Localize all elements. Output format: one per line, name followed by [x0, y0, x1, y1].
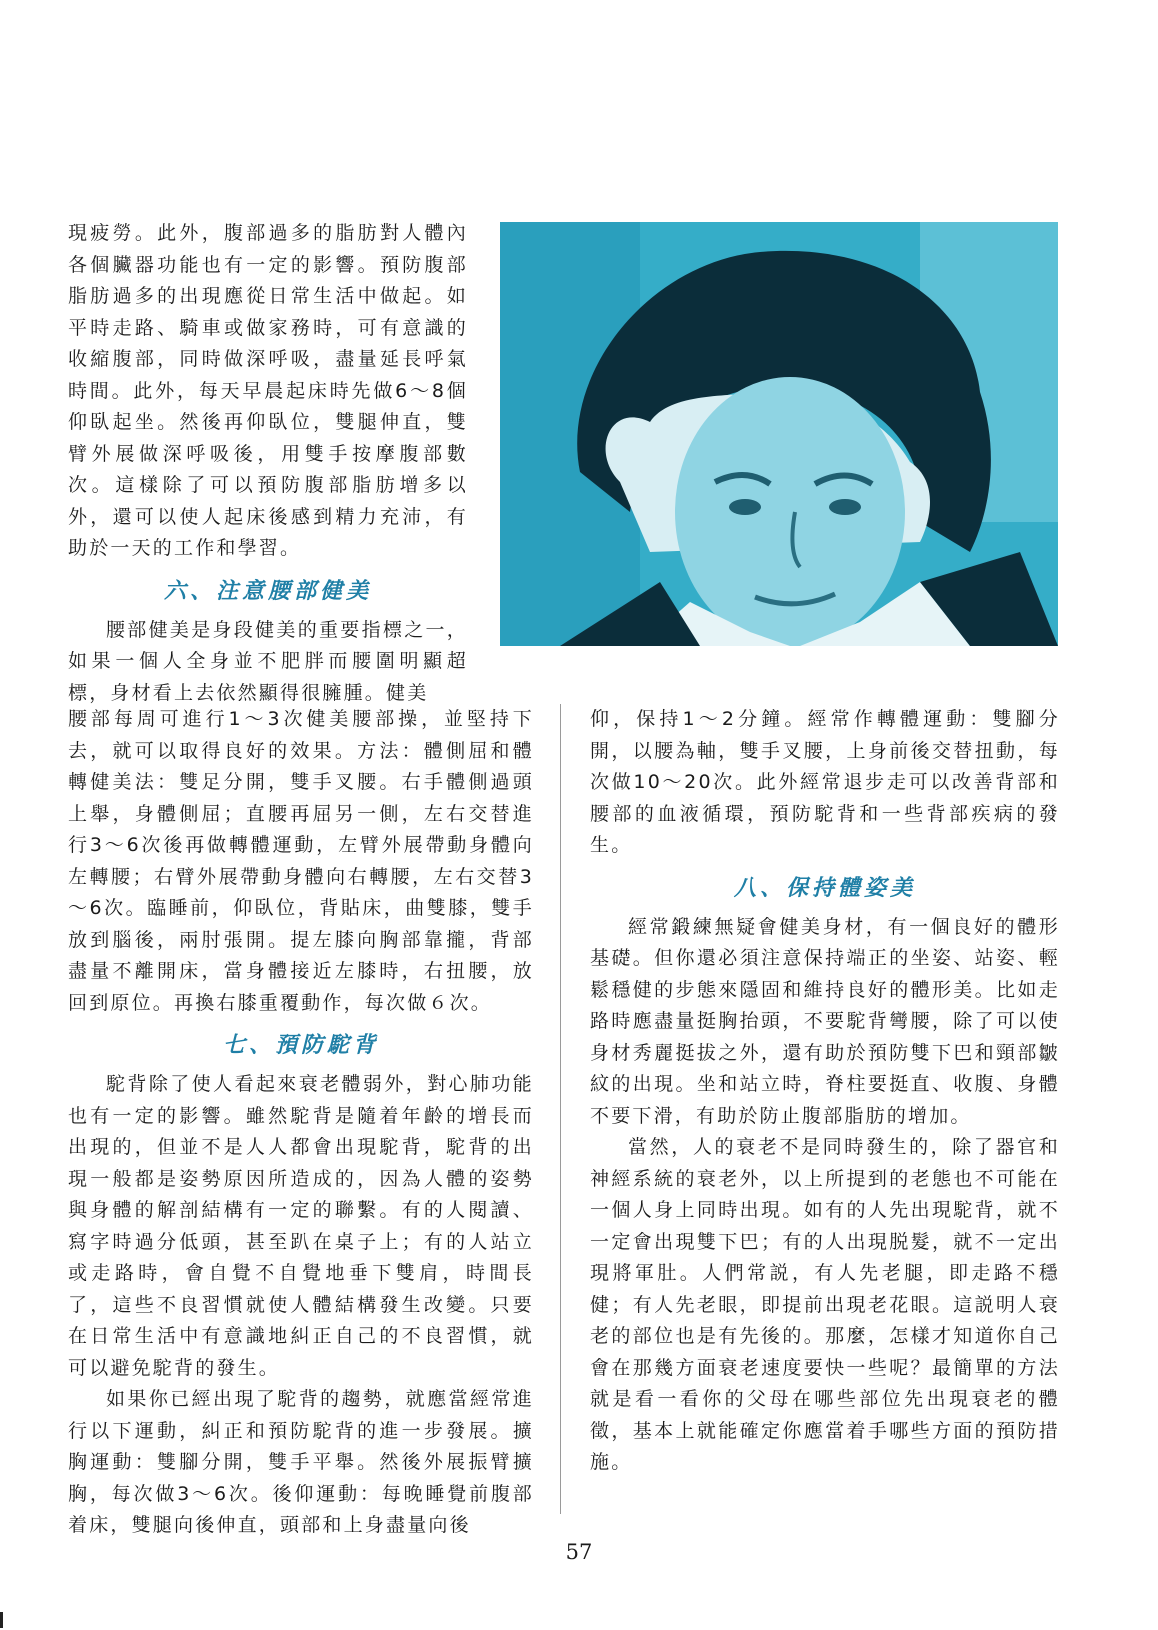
portrait-photo: [500, 222, 1058, 646]
section7-heading: 七、預防駝背: [222, 1032, 379, 1058]
left-column: [68, 704, 534, 1542]
scan-mark: [0, 1612, 3, 1628]
portrait-illustration: [500, 222, 1058, 646]
intro-paragraph: 現疲勞。此外，腹部過多的脂肪對人體內各個臟器功能也有一定的影響。預防腹部脂肪過多的出現應從日常生活中做起。如平時走路、騎車或做家務時，可有意識的收縮腹部，同時做深呼吸，盡量延長呼氣時間。此外，每天早晨起床時先做6～8個仰臥起坐。然後再仰臥位，雙腿伸直，雙臂外展做深呼吸後，用雙手按摩腹部數次。這樣除了可以預防腹部脂肪增多以外，還可以使人起床後感到精力充沛，有助於一天的工作和學習。: [68, 222, 468, 559]
section6-heading: 六、注意腰部健美: [163, 577, 372, 604]
right-column: [590, 704, 1060, 1479]
section7-paragraph1: 駝背除了使人看起來衰老體弱外，對心肺功能也有一定的影響。雖然駝背是隨着年齡的增長而出現的，但並不是人人都會出現駝背，駝背的出現一般都是姿勢原因所造成的，因為人體的姿勢與身體的解剖結構有一定的聯繫。有的人閱讀、寫字時過分低頭，甚至趴在桌子上；有的人站立或走路時，會自覺不自覺地垂下雙肩，時間長了，這些不良習慣就使人體結構發生改變。只要在日常生活中有意識地糾正自己的不良習慣，就可以避免駝背的發生。: [68, 1073, 534, 1379]
section8-paragraph1: 經常鍛練無疑會健美身材，有一個良好的體形基礎。但你還必須注意保持端正的坐姿、站姿、輕鬆穩健的步態來隱固和維持良好的體形美。比如走路時應盡量挺胸抬頭，不要駝背彎腰，除了可以使身材秀麗挺拔之外，還有助於預防雙下巴和頸部皺紋的出現。坐和站立時，脊柱要挺直、收腹、身體不要下滑，有助於防止腹部脂肪的增加。: [590, 915, 1060, 1127]
section8-paragraph2: 當然，人的衰老不是同時發生的，除了器官和神經系統的衰老外，以上所提到的老態也不可能在一個人身上同時出現。如有的人先出現駝背，就不一定會出現雙下巴；有的人出現脱髮，就不一定出現將軍肚。人們常説，有人先老腿，即走路不穩健；有人先老眼，即提前出現老花眼。這説明人衰老的部位也是有先後的。那麼，怎樣才知道你自己會在那幾方面衰老速度要快一些呢？最簡單的方法就是看一看你的父母在哪些部位先出現衰老的體徵，基本上就能確定你應當着手哪些方面的預防措施。: [590, 1136, 1060, 1473]
intro-block: [68, 218, 468, 709]
section7-paragraph2-left: 如果你已經出現了駝背的趨勢，就應當經常進行以下運動，糾正和預防駝背的進一步發展。擴胸運動：雙腳分開，雙手平舉。然後外展振臂擴胸，每次做3～6次。後仰運動：每晚睡覺前腹部着床，雙腿向後伸直，頭部和上身盡量向後: [68, 1388, 534, 1536]
section6-paragraph-part2: 腰部每周可進行1～3次健美腰部操，並堅持下去，就可以取得良好的效果。方法：體側屈和體轉健美法：雙足分開，雙手叉腰。右手體側過頭上舉，身體側屈；直腰再屈另一側，左右交替進行3～6次後再做轉體運動，左臂外展帶動身體向左轉腰；右臂外展帶動身體向右轉腰，左右交替3～6次。臨睡前，仰臥位，背貼床，曲雙膝，雙手放到腦後，兩肘張開。提左膝向胸部靠攏，背部盡量不離開床，當身體接近左膝時，右扭腰，放回到原位。再換右膝重覆動作，每次做６次。: [68, 708, 534, 1014]
section8-heading: 八、保持體姿美: [733, 874, 916, 901]
column-divider: [560, 704, 561, 1514]
page-number: 57: [565, 1540, 593, 1564]
section7-paragraph2-right: 仰，保持1～2分鐘。經常作轉體運動：雙腳分開，以腰為軸，雙手叉腰，上身前後交替扭動，每次做10～20次。此外經常退步走可以改善背部和腰部的血液循環，預防駝背和一些背部疾病的發生。: [590, 708, 1060, 856]
section6-paragraph-part1: 腰部健美是身段健美的重要指標之一，如果一個人全身並不肥胖而腰圍明顯超標，身材看上去依然顯得很臃腫。健美: [68, 618, 468, 704]
